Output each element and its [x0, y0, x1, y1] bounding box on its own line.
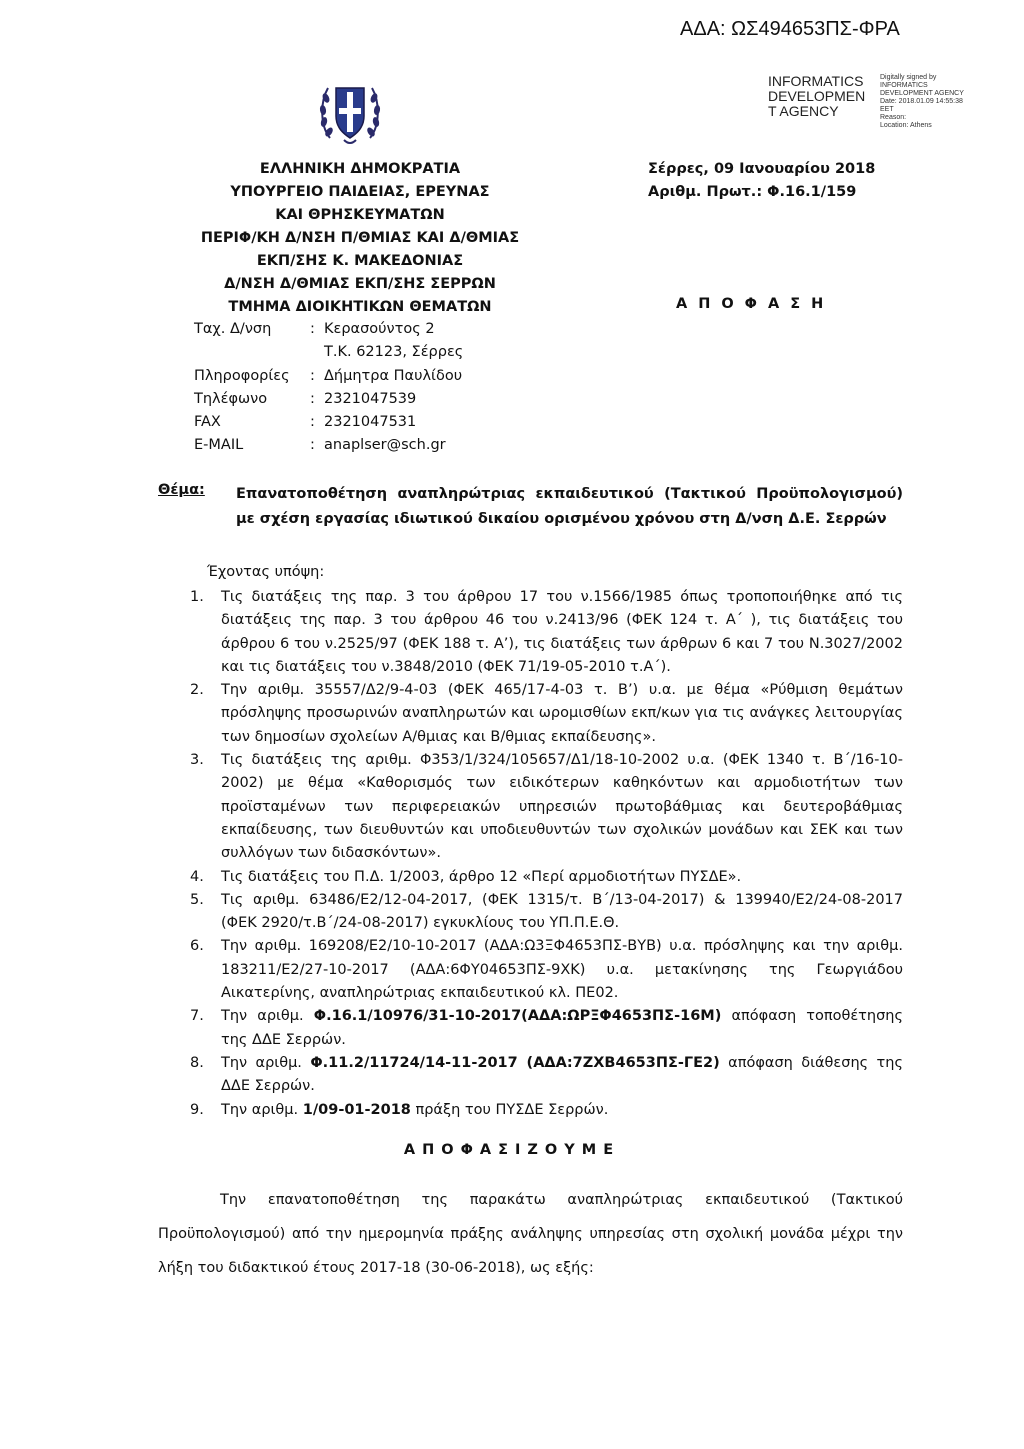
contact-separator: : [310, 437, 315, 454]
contact-separator: : [310, 390, 315, 407]
list-item [190, 889, 903, 936]
contact-row [194, 434, 463, 457]
list-text: Την αριθμ. 169208/Ε2/10-10-2017 (ΑΔΑ:Ω3ΞΦ4653ΠΣ-ΒΥΒ) υ.α. πρόσληψης και την αριθμ. 183211/Ε2/27-10-2017 (ΑΔΑ:6ΦΥ04653ΠΣ-9ΧΚ) υ.α. μετακίνησης της Γεωργιάδου Αικατερίνης, αναπληρώτριας εκπαιδευτικού κλ. ΠΕ02. [221, 938, 903, 1002]
list-text [221, 1005, 903, 1052]
list-text [221, 1052, 903, 1099]
decide-heading: ΑΠΟΦΑΣΙΖΟΥΜΕ [403, 1142, 621, 1158]
contact-value: 2321047539 [324, 390, 417, 407]
date-block [648, 158, 875, 204]
list-item [190, 679, 903, 749]
contact-separator: : [310, 321, 315, 337]
list-item [190, 935, 903, 1005]
contact-row [194, 411, 463, 434]
subject-label: Θέμα: [158, 482, 205, 498]
header-line: ΠΕΡΙΦ/ΚΗ Δ/ΝΣΗ Π/ΘΜΙΑΣ ΚΑΙ Δ/ΘΜΙΑΣ [200, 230, 520, 246]
contact-row [194, 388, 463, 411]
contact-separator [310, 341, 324, 364]
list-text-post: απόφαση διάθεσης της ΔΔΕ Σερρών. [221, 1054, 903, 1095]
header-line: ΤΜΗΜΑ ΔΙΟΙΚΗΤΙΚΩΝ ΘΕΜΑΤΩΝ [228, 299, 492, 315]
contact-label: Ταχ. Δ/νση [194, 321, 272, 337]
list-text-bold: Φ.11.2/11724/14-11-2017 (ΑΔΑ:7ΖΧΒ4653ΠΣ-ΓΕ2) [310, 1054, 720, 1071]
list-text-pre: Την αριθμ. [221, 1008, 314, 1025]
contact-value: Δήμητρα Παυλίδου [324, 367, 463, 384]
list-text: Τις αριθμ. 63486/Ε2/12-04-2017, (ΦΕΚ 1315/τ. Β΄/13-04-2017) & 139940/Ε2/24-08-2017 (ΦΕΚ 2920/τ.Β΄/24-08-2017) εγκυκλίους του ΥΠ.Π.Ε.Θ. [221, 891, 903, 932]
contact-row [194, 341, 463, 364]
list-text: Τις διατάξεις του Π.Δ. 1/2003, άρθρο 12 «Περί αρμοδιοτήτων ΠΥΣΔΕ». [221, 868, 742, 885]
contact-label: Πληροφορίες [194, 367, 290, 384]
subject-text: Επανατοποθέτηση αναπληρώτριας εκπαιδευτικού (Τακτικού Προϋπολογισμού) με σχέση εργασίας ιδιωτικού δικαίου ορισμένου χρόνου στη Δ/νση Δ.Ε. Σερρών [236, 486, 903, 527]
contact-value: Τ.Κ. 62123, Σέρρες [324, 344, 464, 361]
list-item [190, 1005, 903, 1052]
header-line: ΥΠΟΥΡΓΕΙΟ ΠΑΙΔΕΙΑΣ, ΕΡΕΥΝΑΣ [230, 184, 490, 200]
signature-org-line: T AGENCY [768, 103, 839, 119]
header-line: ΕΚΠ/ΣΗΣ Κ. ΜΑΚΕΔΟΝΙΑΣ [256, 253, 464, 269]
considerations-list [190, 586, 903, 1122]
list-text: Τις διατάξεις της αριθμ. Φ353/1/324/105657/Δ1/18-10-2002 υ.α. (ΦΕΚ 1340 τ. Β΄/16-10-2002) με θέμα «Καθορισμός των ειδικότερων καθηκόντων και αρμοδιοτήτων των προϊσταμένων των περιφερειακών υπηρεσιών πρωτοβάθμιας και δευτεροβάθμιας εκπαίδευσης, των διευθυντών και υποδιευθυντών των σχολικών μονάδων και ΣΕΚ και των συλλόγων των διδασκόντων». [221, 752, 903, 862]
signature-meta-line: Location: Athens [880, 122, 932, 129]
signature-meta-line: INFORMATICS [880, 82, 928, 89]
list-number: 4. [190, 868, 204, 885]
contact-email: anaplser@sch.gr [324, 437, 446, 454]
list-number: 7. [190, 1008, 204, 1025]
signature-org [768, 74, 865, 119]
list-text [221, 1099, 903, 1122]
list-number: 6. [190, 938, 204, 955]
list-item [190, 586, 903, 679]
list-text: Τις διατάξεις της παρ. 3 του άρθρου 17 του ν.1566/1985 όπως τροποποιήθηκε από τις διατάξεις της παρ. 3 του άρθρου 46 του ν.2413/96 (ΦΕΚ 124 τ. Α΄ ), τις διατάξεις του άρθρου 6 του ν.2525/97 (ΦΕΚ 188 τ. Α’), τις διατάξεις των άρθρων 6 και 7 του Ν.3027/2002 και τις διατάξεις του ν.3848/2010 (ΦΕΚ 71/19-05-2010 τ.Α΄). [221, 589, 903, 675]
list-text-bold: 1/09-01-2018 [302, 1101, 411, 1118]
final-paragraph: Την επανατοποθέτηση της παρακάτω αναπληρώτριας εκπαιδευτικού (Τακτικού Προϋπολογισμού) από την ημερομηνία πράξης ανάληψης υπηρεσίας στη σχολική μονάδα μέχρι την λήξη του διδακτικού έτους 2017-18 (30-06-2018), ως εξής: [158, 1192, 903, 1276]
header-line: ΕΛΛΗΝΙΚΗ ΔΗΜΟΚΡΑΤΙΑ [259, 161, 461, 177]
contact-value: 2321047531 [324, 414, 417, 431]
considerations-intro: Έχοντας υπόψη: [207, 564, 325, 580]
list-text-post: πράξη του ΠΥΣΔΕ Σερρών. [410, 1101, 609, 1118]
protocol-number: Αριθμ. Πρωτ.: Φ.16.1/159 [648, 184, 857, 200]
header-line: Δ/ΝΣΗ Δ/ΘΜΙΑΣ ΕΚΠ/ΣΗΣ ΣΕΡΡΩΝ [224, 276, 496, 292]
signature-meta-line: Digitally signed by [880, 74, 937, 81]
signature-meta-line: EET [880, 106, 894, 113]
signature-meta [880, 74, 964, 130]
issuer-header [160, 158, 560, 319]
list-item [190, 1099, 903, 1122]
list-number: 5. [190, 891, 204, 908]
ada-code: ΑΔΑ: ΩΣ494653ΠΣ-ΦΡΑ [680, 18, 900, 40]
contact-details [194, 318, 463, 458]
contact-separator: : [310, 367, 315, 384]
document-date: Σέρρες, 09 Ιανουαρίου 2018 [648, 161, 876, 177]
decision-title: ΑΠΟΦΑΣΗ [676, 296, 835, 312]
list-item [190, 866, 903, 889]
list-number: 8. [190, 1054, 204, 1071]
list-item [190, 749, 903, 865]
contact-separator: : [310, 414, 315, 431]
signature-meta-line: DEVELOPMENT AGENCY [880, 90, 964, 97]
list-number: 1. [190, 589, 204, 605]
contact-value: Κερασούντος 2 [324, 321, 435, 337]
header-line: ΚΑΙ ΘΡΗΣΚΕΥΜΑΤΩΝ [275, 207, 445, 223]
list-item [190, 1052, 903, 1099]
signature-org-line: INFORMATICS [768, 73, 864, 89]
list-text: Την αριθμ. 35557/Δ2/9-4-03 (ΦΕΚ 465/17-4-03 τ. Β’) υ.α. με θέμα «Ρύθμιση θεμάτων πρόσληψης προσωρινών αναπληρωτών και ωρομισθίων εκπ/κων για τις ανάγκες λειτουργίας των δημοσίων σχολείων Α/θμιας και Β/θμιας εκπαίδευσης». [221, 682, 903, 745]
contact-label: E-MAIL [194, 437, 244, 454]
list-number: 9. [190, 1101, 204, 1118]
contact-label [194, 341, 310, 364]
signature-meta-line: Date: 2018.01.09 14:55:38 [880, 98, 963, 105]
contact-row [194, 318, 463, 341]
greek-coat-of-arms-icon [318, 78, 382, 148]
contact-row [194, 365, 463, 388]
contact-label: FAX [194, 414, 221, 431]
list-number: 2. [190, 682, 204, 699]
list-text-post: απόφαση τοποθέτησης της ΔΔΕ Σερρών. [221, 1008, 903, 1048]
list-number: 3. [190, 752, 204, 769]
signature-meta-line: Reason: [880, 114, 907, 121]
list-text-bold: Φ.16.1/10976/31-10-2017(ΑΔΑ:ΩΡΞΦ4653ΠΣ-16Μ) [313, 1008, 722, 1025]
contact-label: Τηλέφωνο [194, 390, 268, 407]
list-text-pre: Την αριθμ. [221, 1101, 303, 1118]
list-text-pre: Την αριθμ. [221, 1054, 311, 1071]
signature-org-line: DEVELOPMEN [768, 88, 866, 104]
